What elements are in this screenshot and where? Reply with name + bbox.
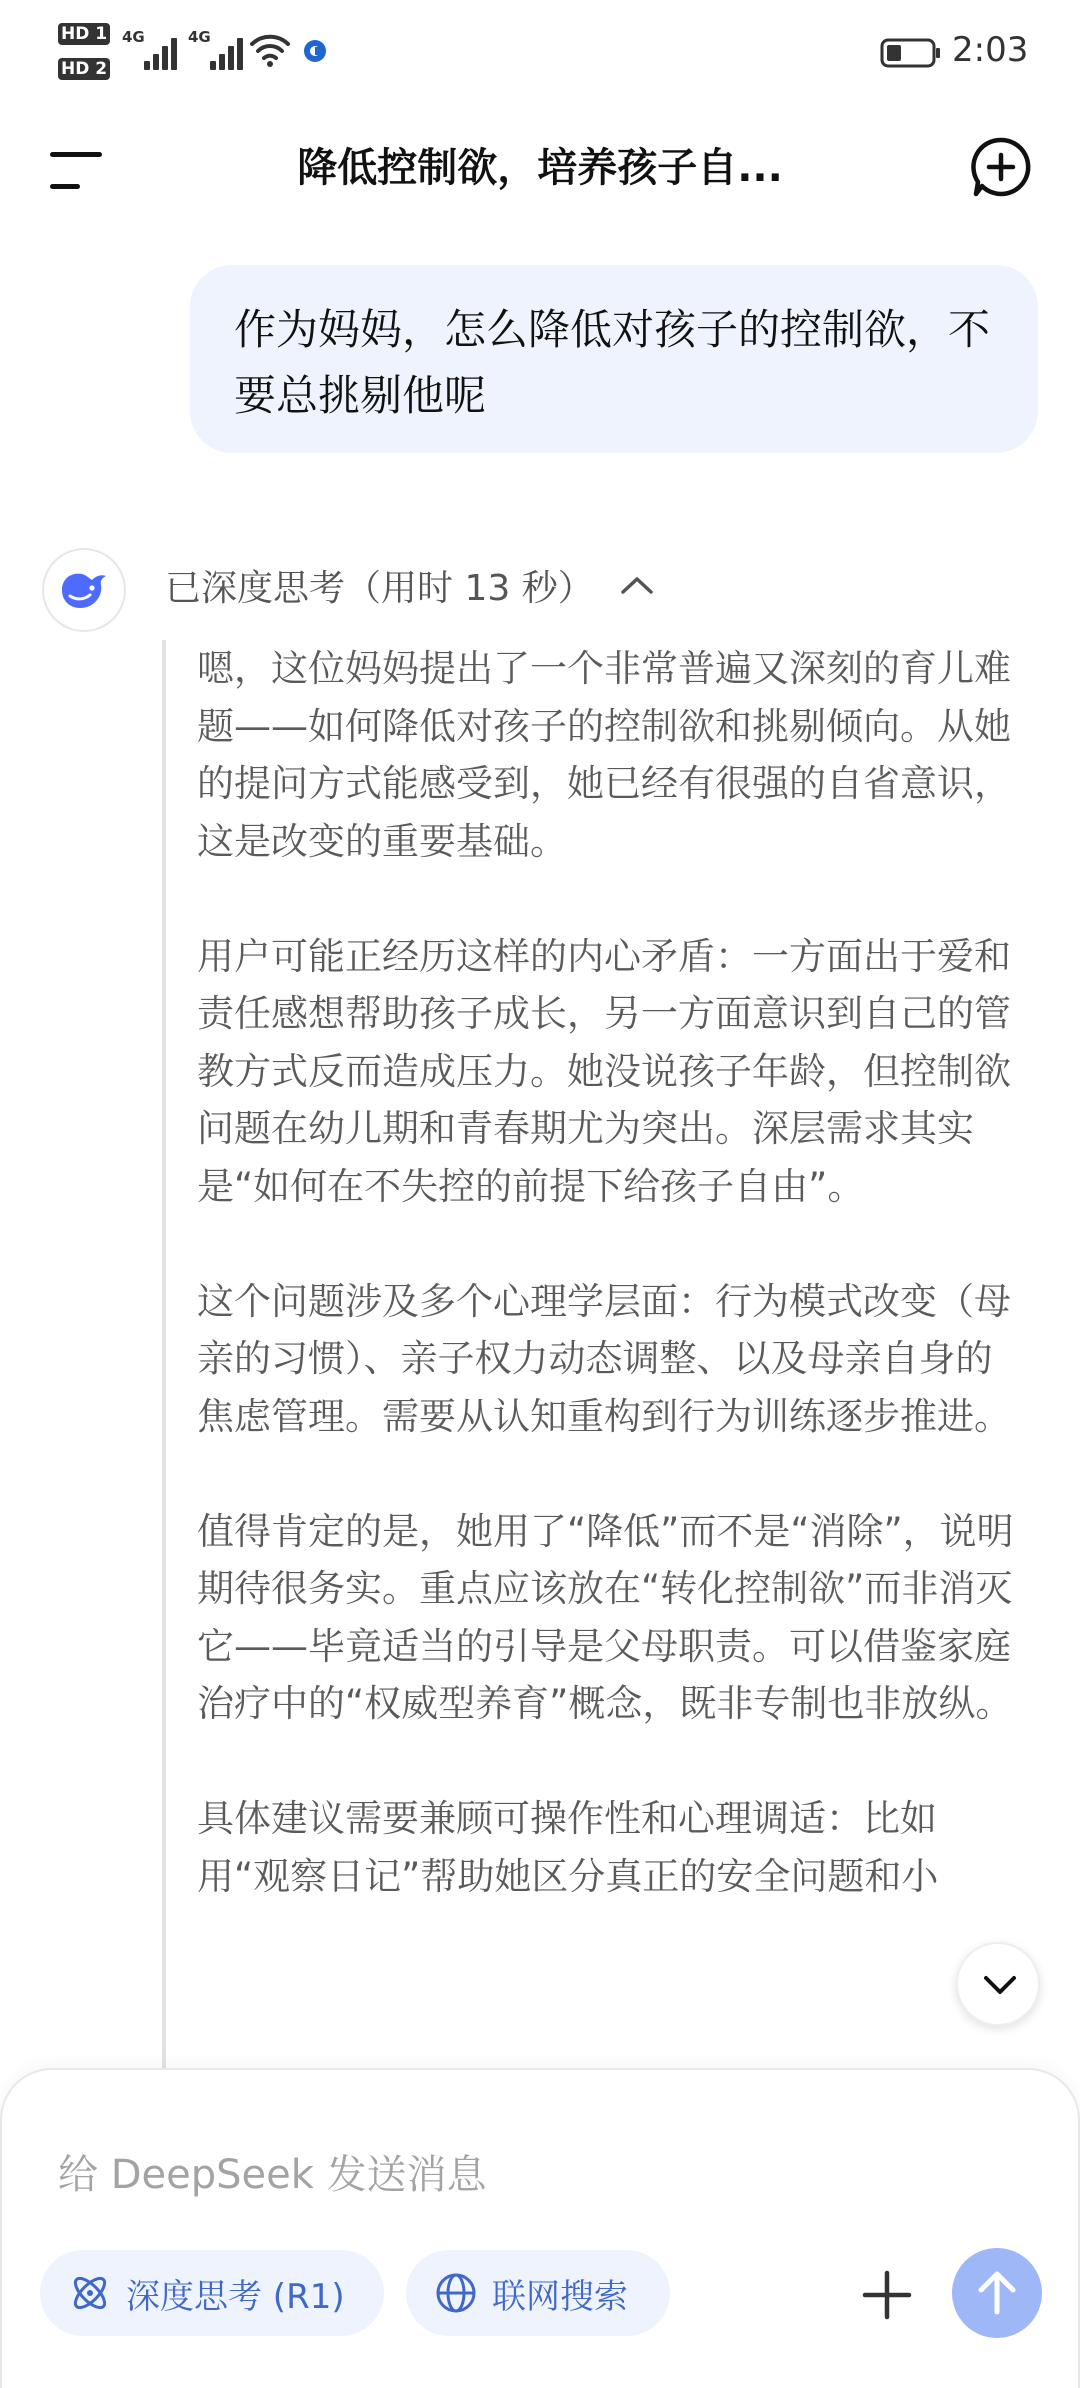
web-search-label: 联网搜索 bbox=[492, 2276, 628, 2317]
thinking-divider bbox=[162, 640, 166, 2070]
hd1-label: HD 1 bbox=[58, 23, 110, 45]
status-bar bbox=[0, 0, 1080, 110]
thinking-content bbox=[197, 640, 1027, 2070]
chevron-up-icon bbox=[620, 575, 654, 595]
thinking-toggle[interactable] bbox=[165, 555, 654, 615]
send-button[interactable] bbox=[952, 2248, 1042, 2338]
message-composer bbox=[0, 2068, 1080, 2388]
scroll-to-bottom-button[interactable] bbox=[956, 1942, 1040, 2026]
globe-icon bbox=[434, 2271, 478, 2315]
deep-think-toggle[interactable] bbox=[40, 2250, 384, 2336]
user-message-text: 作为妈妈，怎么降低对孩子的控制欲，不要总挑剔他呢 bbox=[234, 305, 991, 420]
plus-icon[interactable] bbox=[862, 2270, 912, 2320]
chat-title[interactable]: 降低控制欲，培养孩子自... bbox=[297, 145, 783, 191]
thinking-status-label: 已深度思考（用时 13 秒） bbox=[165, 567, 594, 609]
new-chat-icon[interactable] bbox=[970, 136, 1032, 198]
battery-icon bbox=[880, 38, 942, 68]
hd-badge-2 bbox=[58, 58, 112, 82]
web-search-toggle[interactable] bbox=[406, 2250, 670, 2336]
thinking-paragraph: 用户可能正经历这样的内心矛盾：一方面出于爱和责任感想帮助孩子成长，另一方面意识到自己的管教方式反而造成压力。她没说孩子年龄，但控制欲问题在幼儿期和青春期尤为突出。深层需求其实是“如何在不失控的前提下给孩子自由”。 bbox=[197, 934, 1011, 1208]
deep-think-label: 深度思考 (R1) bbox=[126, 2276, 345, 2317]
thinking-paragraph: 这个问题涉及多个心理学层面：行为模式改变（母亲的习惯）、亲子权力动态调整、以及母亲自身的焦虑管理。需要从认知重构到行为训练逐步推进。 bbox=[197, 1279, 1011, 1438]
wifi-icon bbox=[250, 30, 290, 68]
deepseek-avatar bbox=[42, 548, 126, 632]
thinking-paragraph: 嗯，这位妈妈提出了一个非常普遍又深刻的育儿难题——如何降低对孩子的控制欲和挑剔倾向。从她的提问方式能感受到，她已经有很强的自省意识，这是改变的重要基础。 bbox=[197, 647, 1011, 863]
network-type-2: 4G bbox=[188, 28, 211, 46]
hd-badge-1 bbox=[58, 23, 112, 47]
user-message-bubble bbox=[190, 265, 1038, 453]
message-input[interactable] bbox=[58, 2140, 938, 2210]
arrow-up-icon bbox=[977, 2270, 1017, 2316]
chat-header bbox=[0, 118, 1080, 218]
atom-icon bbox=[68, 2271, 112, 2315]
chevron-down-icon bbox=[982, 1972, 1018, 1998]
clock: 2:03 bbox=[952, 30, 1029, 70]
network-type-1: 4G bbox=[122, 28, 145, 46]
deepseek-whale-icon bbox=[56, 562, 112, 618]
hd2-label: HD 2 bbox=[58, 58, 110, 80]
thinking-paragraph: 值得肯定的是，她用了“降低”而不是“消除”，说明期待很务实。重点应该放在“转化控制欲”而非消灭它——毕竟适当的引导是父母职责。可以借鉴家庭治疗中的“权威型养育”概念，既非专制也非放纵。 bbox=[197, 1509, 1014, 1725]
thinking-paragraph: 具体建议需要兼顾可操作性和心理调适：比如用“观察日记”帮助她区分真正的安全问题和小 bbox=[197, 1797, 939, 1898]
menu-icon[interactable] bbox=[50, 148, 102, 192]
data-saver-icon bbox=[302, 38, 328, 64]
